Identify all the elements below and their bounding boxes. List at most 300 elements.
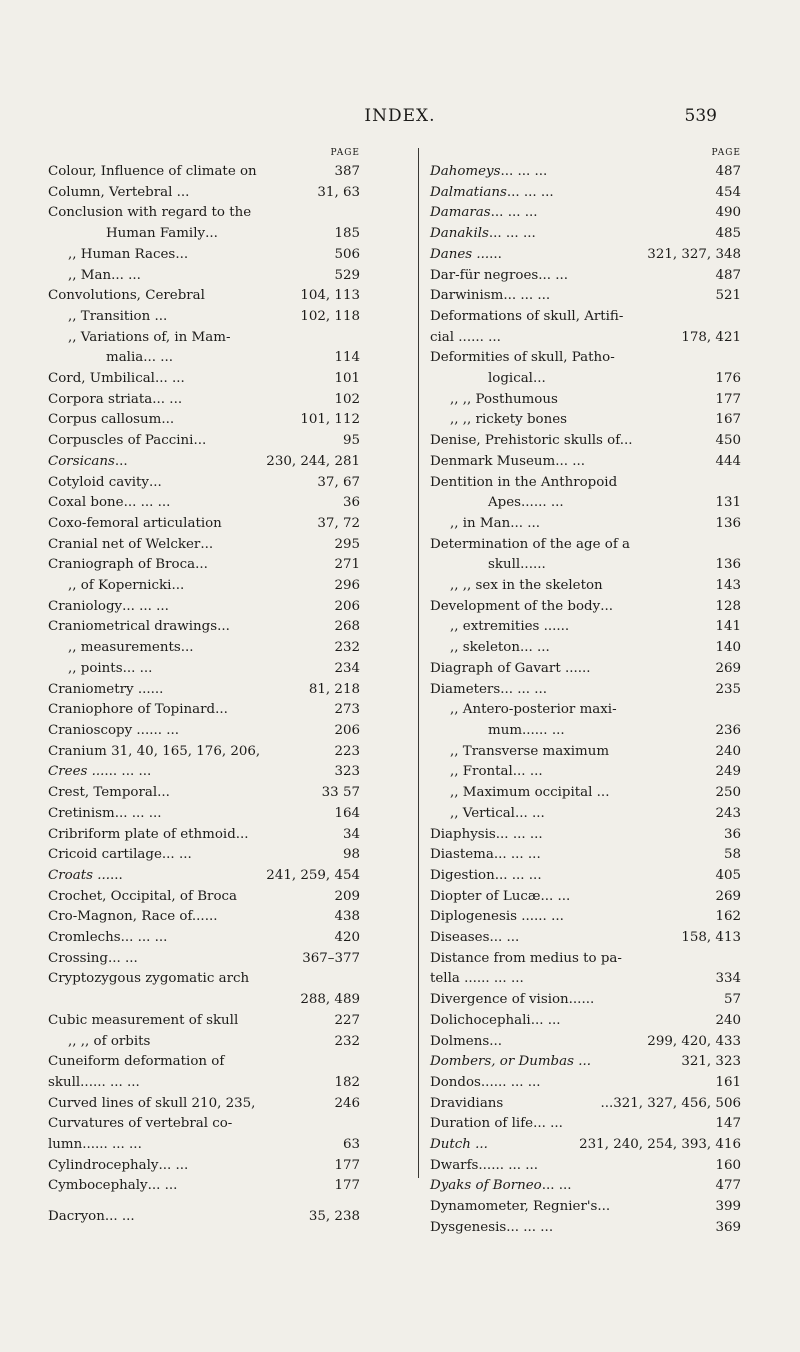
index-entry — [430, 390, 741, 411]
entry-pages: 236 — [715, 722, 741, 738]
entry-term: Cubic measurement of skull — [48, 1012, 239, 1028]
entry-term: Cranioscopy ... — [48, 722, 150, 738]
entry-pages: 321, 323 — [681, 1054, 741, 1070]
entry-pages: 140 — [715, 640, 741, 656]
entry-term: Colour, Influence of climate on — [48, 164, 257, 179]
entry-pages: 487 — [715, 267, 741, 283]
index-entry — [430, 949, 741, 970]
entry-leader: ... ... ... — [491, 1157, 539, 1173]
column-heading-page: PAGE — [330, 148, 360, 158]
index-entry — [430, 680, 741, 701]
index-entry — [48, 1011, 360, 1032]
entry-term: ,, Vertical — [450, 805, 515, 821]
entry-pages: 295 — [334, 536, 360, 552]
entry-pages: 321, 327, 348 — [647, 246, 741, 262]
entry-pages: 230, 244, 281 — [266, 453, 360, 469]
entry-term: Dentition in the Anthropoid — [430, 474, 618, 490]
index-entry — [430, 700, 741, 721]
entry-leader: ... ... ... — [122, 598, 169, 614]
entry-pages: 334 — [715, 971, 741, 987]
index-entry — [48, 1094, 360, 1115]
entry-pages: 454 — [715, 184, 741, 200]
entry-pages: 177 — [715, 391, 741, 407]
index-entry — [48, 576, 360, 597]
entry-term: Dolmens — [430, 1033, 490, 1049]
entry-pages: 136 — [715, 515, 741, 531]
entry-leader: ... ... — [533, 1116, 563, 1132]
entry-pages: 405 — [715, 867, 741, 883]
entry-term: Craniophore of Topinard — [48, 702, 216, 718]
entry-pages: 36 — [342, 495, 360, 511]
index-entry — [430, 742, 741, 763]
entry-pages: 438 — [334, 909, 360, 925]
index-entry — [48, 473, 360, 494]
entry-term: Croats ... — [48, 867, 110, 883]
entry-pages: 521 — [715, 288, 741, 304]
entry-pages: 271 — [334, 557, 360, 573]
entry-leader: ... ... — [519, 640, 550, 656]
entry-pages: 147 — [715, 1116, 741, 1132]
entry-term: ,, measurements — [68, 640, 181, 656]
index-entry — [430, 1052, 741, 1073]
entry-term: Diplogenesis ... — [430, 909, 535, 925]
entry-term: ,, Frontal — [450, 764, 513, 780]
entry-leader: ... — [577, 660, 591, 676]
index-entry — [430, 845, 741, 866]
index-entry — [430, 410, 741, 431]
entry-term: Dynamometer, Regnier's — [430, 1199, 598, 1215]
entry-term: Coxo-femoral articulation — [48, 515, 222, 531]
entry-term: Divergence of vision... — [430, 992, 582, 1008]
entry-pages: 288, 489 — [300, 992, 360, 1008]
entry-term: Deformations of skull, Artifi- — [430, 308, 624, 324]
entry-pages: 167 — [715, 412, 741, 428]
entry-term: Cretinism — [48, 805, 115, 821]
entry-term: ,, Antero-posterior maxi- — [450, 702, 617, 718]
entry-leader: ... ... — [533, 495, 564, 511]
entry-leader: ... ... — [512, 764, 543, 780]
index-entry — [48, 1176, 360, 1197]
index-entry — [430, 1197, 741, 1218]
page-number: 539 — [684, 106, 717, 126]
entry-term: Darwinism — [430, 288, 504, 304]
entry-leader: ... ... ... — [104, 764, 152, 780]
index-entry — [430, 1176, 741, 1197]
entry-leader: ... ... — [111, 267, 141, 283]
index-entry — [48, 721, 360, 742]
entry-term: logical — [488, 371, 533, 387]
index-entry — [430, 597, 741, 618]
entry-leader: ... ... ... — [506, 184, 554, 200]
entry-pages: 95 — [342, 433, 360, 449]
entry-pages: 57 — [723, 992, 741, 1008]
index-entry — [48, 183, 360, 204]
entry-leader: ... — [489, 1033, 502, 1049]
entry-term: Cro-Magnon, Race of... — [48, 909, 205, 925]
entry-leader: ... ... — [147, 1178, 178, 1194]
entry-pages: 176 — [715, 371, 741, 387]
index-entry — [48, 762, 360, 783]
index-entry — [430, 473, 741, 494]
entry-term: Cribriform plate of ethmoid... — [48, 826, 249, 842]
entry-term: Cymbocephaly — [48, 1178, 148, 1194]
entry-term: Dar-für negroes — [430, 267, 539, 283]
entry-pages: 235 — [715, 681, 741, 697]
entry-pages: 177 — [334, 1178, 360, 1194]
entry-term: Convolutions, Cerebral — [48, 288, 205, 304]
index-entry — [430, 1094, 741, 1115]
entry-spacer — [48, 1197, 360, 1207]
entry-pages: 529 — [334, 267, 360, 283]
entry-term: mum... — [488, 722, 535, 738]
entry-term: Dysgenesis — [430, 1219, 507, 1235]
index-entry — [430, 183, 741, 204]
entry-leader: ... ... — [158, 1157, 189, 1173]
entry-leader: ... ... ... — [476, 971, 524, 987]
entry-pages: 387 — [334, 164, 360, 179]
entry-term: Curved lines of skull 210, 235, — [48, 1095, 256, 1111]
entry-term: ,, in Man — [450, 515, 511, 531]
entry-pages: 33 57 — [321, 785, 360, 801]
entry-pages: 299, 420, 433 — [647, 1033, 741, 1049]
entry-leader: ... ... ... — [488, 226, 536, 242]
entry-leader: ... ... ... — [490, 205, 538, 221]
entry-term: Craniology — [48, 598, 123, 614]
entry-term: lumn... — [48, 1137, 95, 1153]
entry-pages: 136 — [715, 557, 741, 573]
column-heading-page: PAGE — [711, 148, 741, 158]
entry-pages: 101, 112 — [300, 412, 360, 428]
entry-leader: ... ... — [149, 722, 179, 738]
entry-term: Cord, Umbilical — [48, 371, 155, 387]
index-entry — [430, 555, 741, 576]
index-entry — [48, 1207, 360, 1228]
index-entry — [48, 783, 360, 804]
entry-term: ,, Variations of, in Mam- — [68, 329, 231, 345]
entry-leader: ... ... — [152, 391, 183, 407]
entry-term: Danes ... — [430, 246, 490, 262]
index-entry — [430, 535, 741, 556]
index-entry — [430, 452, 741, 473]
entry-term: ,, points — [68, 660, 123, 676]
entry-term: ,, skeleton — [450, 640, 520, 656]
entry-pages: ...321, 327, 456, 506 — [600, 1095, 741, 1111]
entry-pages: 102, 118 — [300, 308, 360, 324]
entry-term: Cuneiform deformation of — [48, 1054, 225, 1070]
entry-term: Crochet, Occipital, of Broca — [48, 888, 237, 904]
entry-pages: 227 — [334, 1012, 360, 1028]
entry-pages: 143 — [715, 578, 741, 594]
entry-leader: ... ... — [154, 371, 185, 387]
entry-leader: ... — [180, 640, 194, 656]
index-entry — [48, 555, 360, 576]
index-entry — [430, 990, 741, 1011]
entry-pages: 240 — [715, 1012, 741, 1028]
entry-pages: 367–377 — [302, 950, 360, 966]
entry-pages: 231, 240, 254, 393, 416 — [579, 1137, 741, 1153]
entry-leader: ... — [597, 1199, 611, 1215]
index-entry — [430, 887, 741, 908]
index-entry — [48, 266, 360, 287]
entry-pages: 114 — [334, 350, 360, 366]
entry-pages: 323 — [334, 764, 360, 780]
index-entry — [48, 597, 360, 618]
index-entry — [430, 1073, 741, 1094]
index-entry — [430, 514, 741, 535]
index-entry — [48, 245, 360, 266]
entry-term: Curvatures of vertebral co- — [48, 1116, 233, 1132]
entry-term: ,, ,, Posthumous — [450, 391, 558, 407]
index-entry — [430, 369, 741, 390]
entry-term: Dacryon — [48, 1209, 105, 1225]
index-entry — [48, 907, 360, 928]
index-entry — [48, 493, 360, 514]
entry-leader: ... ... ... — [120, 930, 168, 946]
entry-pages: 101 — [334, 371, 360, 387]
entry-term: Diagraph of Gavart ... — [430, 660, 578, 676]
entry-pages: 269 — [715, 888, 741, 904]
entry-pages: 177 — [334, 1157, 360, 1173]
index-entry — [48, 680, 360, 701]
entry-term: Corsicans — [48, 453, 115, 469]
entry-term: malia — [106, 350, 144, 366]
entry-pages: 420 — [334, 930, 360, 946]
index-entry — [48, 348, 360, 369]
entry-pages: 477 — [715, 1178, 741, 1194]
entry-pages: 450 — [715, 433, 741, 449]
entry-term: Dahomeys — [430, 164, 501, 179]
entry-term: tella ... — [430, 971, 477, 987]
index-entry — [48, 307, 360, 328]
entry-pages: 98 — [342, 847, 360, 863]
entry-term: Cryptozygous zygomatic arch — [48, 971, 250, 987]
entry-pages: 162 — [715, 909, 741, 925]
index-entry — [48, 1052, 360, 1073]
entry-leader: ... ... — [534, 722, 565, 738]
entry-term: Corpus callosum — [48, 412, 162, 428]
index-entry — [430, 224, 741, 245]
entry-leader: ... ... — [510, 515, 541, 531]
entry-term: Dravidians — [430, 1095, 504, 1111]
index-entry — [48, 990, 360, 1011]
entry-term: skull... — [488, 557, 533, 573]
entry-pages: 131 — [715, 495, 741, 511]
index-entry — [48, 1032, 360, 1053]
entry-leader: ... — [195, 557, 208, 573]
entry-term: Diastema — [430, 847, 494, 863]
index-entry — [430, 286, 741, 307]
index-entry — [430, 866, 741, 887]
index-entry — [48, 700, 360, 721]
index-entry — [48, 203, 360, 224]
entry-leader: ... — [193, 433, 207, 449]
index-column-left — [48, 148, 360, 1228]
entry-pages: 178, 421 — [681, 329, 741, 345]
index-entry — [48, 535, 360, 556]
entry-pages: 128 — [715, 598, 741, 614]
entry-leader: ... ... ... — [493, 1074, 541, 1090]
index-entry — [430, 1114, 741, 1135]
entry-term: Development of the body — [430, 598, 601, 614]
entry-leader: ... — [600, 598, 613, 614]
entry-pages: 31, 63 — [317, 184, 360, 200]
index-entry — [430, 907, 741, 928]
index-entry — [48, 949, 360, 970]
entry-pages: 223 — [334, 743, 360, 759]
page-title: INDEX. — [364, 106, 436, 126]
entry-pages: 206 — [334, 598, 360, 614]
entry-pages: 506 — [334, 246, 360, 262]
entry-term: Corpuscles of Paccini — [48, 433, 194, 449]
entry-leader: ... ... ... — [503, 288, 551, 304]
entry-term: Crest, Temporal — [48, 785, 158, 801]
entry-leader: ... ... — [541, 1178, 572, 1194]
entry-leader: ... ... ... — [92, 1074, 140, 1090]
entry-term: Cranium 31, 40, 165, 176, 206, — [48, 743, 261, 759]
entry-pages: 246 — [334, 1095, 360, 1111]
index-entry — [48, 617, 360, 638]
index-entry — [430, 721, 741, 742]
entry-term: Apes... — [488, 495, 534, 511]
entry-pages: 232 — [334, 1033, 360, 1049]
index-entry — [430, 617, 741, 638]
entry-term: Crossing — [48, 950, 108, 966]
entry-pages: 160 — [715, 1157, 741, 1173]
index-entry — [430, 245, 741, 266]
entry-pages: 161 — [715, 1074, 741, 1090]
entry-pages: 273 — [334, 702, 360, 718]
entry-term: Deformities of skull, Patho- — [430, 350, 615, 366]
entry-term: Coxal bone — [48, 495, 124, 511]
index-entry — [430, 307, 741, 328]
entry-leader: ... ... — [489, 930, 520, 946]
index-entry — [48, 845, 360, 866]
index-column-right — [430, 148, 741, 1239]
entry-term: Denmark Museum — [430, 453, 556, 469]
entry-term: ,, Transverse maximum — [450, 743, 610, 759]
entry-leader: ... — [489, 246, 502, 262]
index-entry — [48, 390, 360, 411]
index-entry — [48, 638, 360, 659]
entry-leader: ... — [205, 226, 218, 242]
index-entry — [48, 659, 360, 680]
entry-pages: 158, 413 — [681, 930, 741, 946]
entry-leader: ... — [532, 557, 546, 573]
entry-term: ,, Transition ... — [68, 308, 168, 324]
index-entry — [48, 969, 360, 990]
entry-term: Diseases — [430, 930, 490, 946]
entry-term: ,, ,, sex in the skeleton — [450, 578, 603, 594]
entry-leader: ... — [157, 785, 170, 801]
entry-pages: 232 — [334, 640, 360, 656]
entry-term: ,, ,, rickety bones — [450, 412, 568, 428]
entry-term: Determination of the age of a — [430, 536, 631, 552]
entry-pages: 102 — [334, 391, 360, 407]
entry-term: Diameters — [430, 681, 501, 697]
index-entry — [430, 928, 741, 949]
entry-leader: ... — [215, 702, 228, 718]
entry-term: Diaphysis — [430, 826, 496, 842]
entry-pages: 164 — [334, 805, 360, 821]
index-entry — [430, 1032, 741, 1053]
entry-leader: ... — [109, 867, 123, 883]
entry-term: Dwarfs... — [430, 1157, 492, 1173]
index-entry — [430, 431, 741, 452]
entry-pages: 369 — [715, 1219, 741, 1235]
index-entry — [430, 1156, 741, 1177]
index-entry — [48, 1156, 360, 1177]
entry-leader: ... ... — [540, 888, 571, 904]
entry-pages: 36 — [723, 826, 741, 842]
entry-leader: ... — [581, 992, 595, 1008]
column-divider — [418, 148, 419, 1178]
entry-term: Dondos... — [430, 1074, 494, 1090]
entry-pages: 234 — [334, 660, 360, 676]
entry-pages: 58 — [723, 847, 741, 863]
entry-term: ,, Maximum occipital ... — [450, 785, 610, 801]
entry-leader: ... — [217, 619, 230, 635]
entry-term: Cylindrocephaly — [48, 1157, 159, 1173]
entry-leader: ... ... — [107, 950, 138, 966]
index-entry — [430, 1011, 741, 1032]
entry-leader: ... ... — [538, 267, 569, 283]
entry-leader: ... — [161, 412, 175, 428]
entry-leader: ... ... — [530, 1012, 561, 1028]
index-entry — [48, 1114, 360, 1135]
entry-term: Diopter of Lucæ — [430, 888, 541, 904]
index-entry — [48, 866, 360, 887]
entry-leader: ... ... ... — [95, 1137, 142, 1153]
entry-pages: 35, 238 — [308, 1209, 360, 1225]
entry-pages: 240 — [715, 743, 741, 759]
entry-term: Dyaks of Borneo — [430, 1178, 542, 1194]
index-entry — [48, 825, 360, 846]
entry-leader: ... ... ... — [493, 847, 541, 863]
index-entry — [430, 804, 741, 825]
entry-term: ,, Man — [68, 267, 112, 283]
index-entry — [430, 203, 741, 224]
entry-pages: 63 — [342, 1137, 360, 1153]
index-entry — [48, 514, 360, 535]
index-entry — [430, 825, 741, 846]
entry-leader: ... ... — [161, 847, 192, 863]
index-entry — [430, 493, 741, 514]
entry-term: ,, ,, of orbits — [68, 1033, 151, 1049]
entry-leader: ... ... — [534, 909, 564, 925]
entry-term: Conclusion with regard to the — [48, 205, 252, 221]
index-entry — [48, 431, 360, 452]
entry-leader: ... — [556, 619, 570, 635]
entry-term: Digestion — [430, 867, 495, 883]
entry-pages: 399 — [715, 1199, 741, 1215]
entry-term: Distance from medius to pa- — [430, 950, 622, 966]
entry-leader: ... — [149, 474, 162, 490]
entry-pages: 206 — [334, 722, 360, 738]
entry-leader: ... ... ... — [500, 164, 548, 179]
index-entry — [430, 659, 741, 680]
entry-term: Dolichocephali — [430, 1012, 531, 1028]
entry-leader: ... ... ... — [123, 495, 171, 511]
entry-pages: 185 — [334, 226, 360, 242]
index-entry — [48, 1073, 360, 1094]
entry-pages: 37, 67 — [317, 474, 360, 490]
entry-pages: 243 — [715, 805, 741, 821]
entry-term: Danakils — [430, 226, 489, 242]
entry-leader: ... ... — [471, 329, 501, 345]
index-entry — [430, 1218, 741, 1239]
entry-leader: ... — [532, 371, 546, 387]
entry-leader: ... ... — [514, 805, 545, 821]
